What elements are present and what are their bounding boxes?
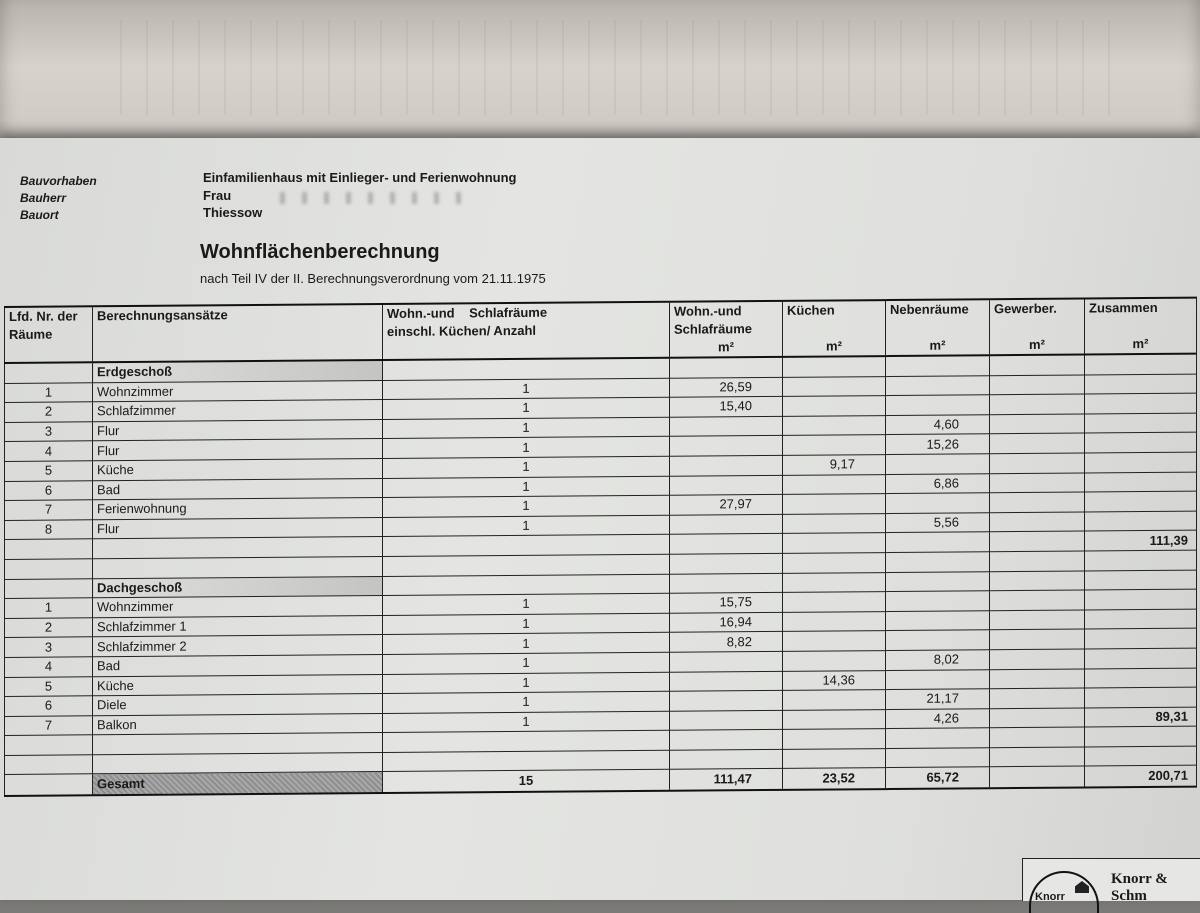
bauvorhaben-value: Einfamilienhaus mit Einlieger- und Ferienwohnung xyxy=(203,170,517,185)
col-header-ansaetze: Berechnungsansätze xyxy=(93,304,383,362)
bauherr-value: Frau xyxy=(203,188,232,203)
kuechen-value xyxy=(783,513,886,533)
kuechen-value: 9,17 xyxy=(783,455,886,475)
neben-value xyxy=(886,375,990,395)
col-unit-gewerbe: m² xyxy=(1029,336,1045,352)
col-header-wohn-line2: Schlafräume xyxy=(674,321,753,337)
neben-value xyxy=(886,610,990,630)
kuechen-value xyxy=(783,494,886,514)
room-name: Schlafzimmer xyxy=(93,400,383,422)
neben-value: 15,26 xyxy=(886,434,990,454)
neben-value xyxy=(886,591,990,611)
wohn-value xyxy=(670,671,783,691)
bauort-label: Bauort xyxy=(20,208,59,222)
room-name: Bad xyxy=(93,654,383,676)
room-nr: 2 xyxy=(5,618,93,638)
col-header-wohn xyxy=(670,301,783,358)
col-header-kuechen xyxy=(783,300,886,357)
bauort-value: Thiessow xyxy=(203,205,263,220)
room-count: 1 xyxy=(383,593,670,615)
col-header-anzahl-line1: Wohn.-und Schlafräume xyxy=(387,304,548,321)
room-nr: 5 xyxy=(5,676,93,696)
wohn-value: 27,97 xyxy=(670,495,783,515)
neben-value: 6,86 xyxy=(886,473,990,493)
col-header-gewerbe xyxy=(990,299,1085,356)
col-header-lfd-nr-line1: Lfd. Nr. der xyxy=(9,308,78,324)
room-count: 1 xyxy=(383,672,670,694)
room-nr: 3 xyxy=(5,422,93,442)
col-header-lfd-nr-line2: Räume xyxy=(9,326,53,342)
kuechen-value xyxy=(783,435,886,455)
room-nr: 1 xyxy=(5,382,93,402)
room-nr: 1 xyxy=(5,598,93,618)
kuechen-value xyxy=(783,650,886,670)
room-count: 1 xyxy=(383,691,670,713)
col-header-kuechen-label: Küchen xyxy=(787,302,835,318)
room-count: 1 xyxy=(383,417,670,439)
kuechen-value xyxy=(783,631,886,651)
company-name: Knorr & Schm xyxy=(1111,871,1168,904)
kuechen-value xyxy=(783,415,886,435)
room-name: Schlafzimmer 2 xyxy=(93,635,383,657)
kuechen-value xyxy=(783,709,886,729)
col-header-lfd-nr xyxy=(5,306,93,363)
total-wohn: 111,47 xyxy=(670,769,783,791)
neben-value: 8,02 xyxy=(886,650,990,670)
room-count: 1 xyxy=(383,515,670,537)
room-nr: 3 xyxy=(5,637,93,657)
room-nr: 6 xyxy=(5,696,93,716)
neben-value xyxy=(886,630,990,650)
table-header-row xyxy=(5,298,1197,363)
room-count: 1 xyxy=(383,652,670,674)
total-count: 15 xyxy=(383,770,670,794)
room-name: Küche xyxy=(93,674,383,696)
room-nr: 7 xyxy=(5,715,93,735)
col-header-zusammen-label: Zusammen xyxy=(1089,299,1158,316)
room-name: Diele xyxy=(93,694,383,716)
wohn-value: 26,59 xyxy=(670,377,783,397)
wohn-value xyxy=(670,475,783,495)
area-calculation-table xyxy=(4,297,1197,798)
col-header-gewerbe-label: Gewerber. xyxy=(994,300,1057,317)
room-count: 1 xyxy=(383,613,670,635)
wohn-value: 15,75 xyxy=(670,593,783,613)
kuechen-value xyxy=(783,376,886,396)
document-page xyxy=(0,138,1200,904)
room-name: Wohnzimmer xyxy=(93,380,383,402)
room-count: 1 xyxy=(383,378,670,400)
room-count: 1 xyxy=(383,397,670,419)
company-stamp xyxy=(1022,858,1200,904)
room-name: Flur xyxy=(93,517,383,539)
section-name: Erdgeschoß xyxy=(93,360,383,382)
room-count: 1 xyxy=(383,633,670,655)
wohn-value xyxy=(670,416,783,436)
col-unit-wohn: m² xyxy=(718,339,734,355)
col-header-neben-label: Nebenräume xyxy=(890,301,969,318)
col-unit-zusammen: m² xyxy=(1132,336,1149,352)
company-logo xyxy=(1029,871,1099,913)
room-name: Wohnzimmer xyxy=(93,596,383,618)
room-name: Balkon xyxy=(93,713,383,735)
room-nr: 5 xyxy=(5,461,93,481)
subtotal-value: 89,31 xyxy=(1085,707,1197,727)
col-header-neben xyxy=(886,299,990,356)
kuechen-value xyxy=(783,611,886,631)
total-label: Gesamt xyxy=(93,772,383,796)
neben-value: 4,60 xyxy=(886,415,990,435)
room-name: Flur xyxy=(93,419,383,441)
room-nr: 4 xyxy=(5,657,93,677)
neben-value: 21,17 xyxy=(886,689,990,709)
col-header-anzahl-line2: einschl. Küchen/ Anzahl xyxy=(387,322,537,339)
bauvorhaben-label: Bauvorhaben xyxy=(20,174,97,188)
col-header-wohn-line1: Wohn.-und xyxy=(674,303,742,319)
wohn-value: 8,82 xyxy=(670,632,783,652)
company-logo-text: Knorr xyxy=(1035,891,1065,903)
kuechen-value xyxy=(783,396,886,416)
room-name: Ferienwohnung xyxy=(93,498,383,520)
total-neben: 65,72 xyxy=(886,767,990,789)
col-header-zusammen xyxy=(1085,298,1197,355)
room-count: 1 xyxy=(383,711,670,733)
kuechen-value xyxy=(783,690,886,710)
neben-value xyxy=(886,669,990,689)
room-name: Bad xyxy=(93,478,383,500)
wohn-value xyxy=(670,710,783,730)
room-nr: 4 xyxy=(5,441,93,461)
kuechen-value: 14,36 xyxy=(783,670,886,690)
document-title: Wohnflächenberechnung xyxy=(200,241,440,263)
wohn-value xyxy=(670,514,783,534)
redacted-name xyxy=(280,192,470,204)
subtotal-value: 111,39 xyxy=(1085,530,1197,550)
wohn-value xyxy=(670,651,783,671)
room-nr: 7 xyxy=(5,500,93,520)
show-through-text xyxy=(120,20,1120,115)
col-unit-kuechen: m² xyxy=(826,338,842,354)
room-nr: 8 xyxy=(5,520,93,540)
room-nr: 2 xyxy=(5,402,93,422)
wohn-value xyxy=(670,455,783,475)
wohn-value: 16,94 xyxy=(670,612,783,632)
room-nr: 6 xyxy=(5,480,93,500)
room-count: 1 xyxy=(383,476,670,498)
neben-value: 5,56 xyxy=(886,513,990,533)
section-name: Dachgeschoß xyxy=(93,576,383,598)
wohn-value: 15,40 xyxy=(670,397,783,417)
wohn-value xyxy=(670,690,783,710)
neben-value xyxy=(886,493,990,513)
house-icon xyxy=(1075,881,1089,893)
kuechen-value xyxy=(783,474,886,494)
previous-page-edge xyxy=(0,0,1200,150)
neben-value xyxy=(886,395,990,415)
room-name: Flur xyxy=(93,439,383,461)
document-subtitle: nach Teil IV der II. Berechnungsverordnung vom 21.11.1975 xyxy=(200,271,546,286)
room-name: Schlafzimmer 1 xyxy=(93,615,383,637)
wohn-value xyxy=(670,436,783,456)
total-kuechen: 23,52 xyxy=(783,768,886,790)
room-count: 1 xyxy=(383,495,670,517)
total-zusammen: 200,71 xyxy=(1085,766,1197,788)
neben-value: 4,26 xyxy=(886,708,990,728)
room-name: Küche xyxy=(93,458,383,480)
bauherr-label: Bauherr xyxy=(20,191,67,205)
room-count: 1 xyxy=(383,456,670,478)
room-count: 1 xyxy=(383,437,670,459)
col-header-anzahl xyxy=(383,302,670,360)
col-unit-neben: m² xyxy=(929,337,946,353)
kuechen-value xyxy=(783,592,886,612)
neben-value xyxy=(886,454,990,474)
